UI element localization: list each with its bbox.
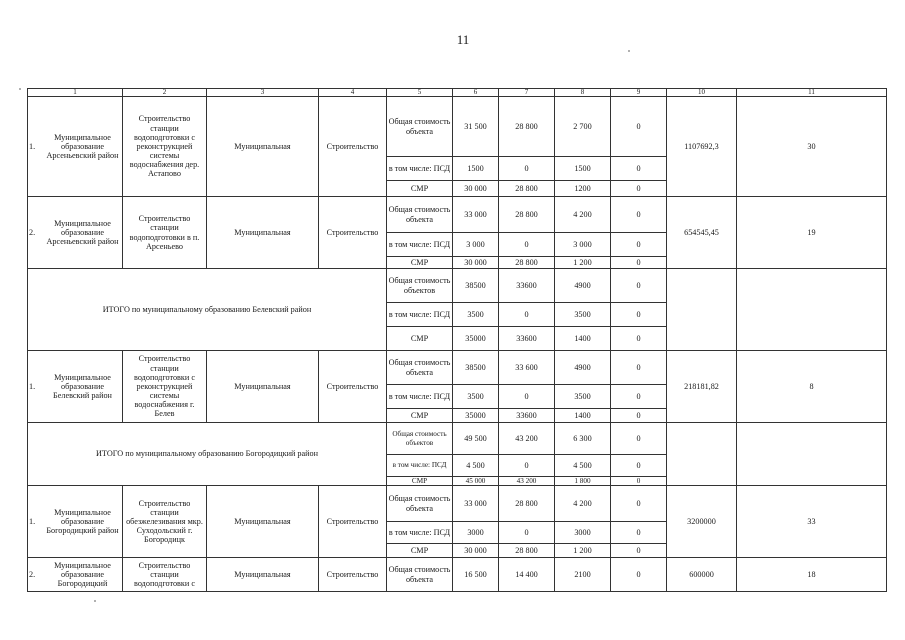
- row-label-total: Общая стоимость объекта: [387, 486, 453, 522]
- table-row: [28, 423, 887, 455]
- col-header-2: 2: [123, 89, 207, 97]
- psd-value: 1500: [555, 157, 611, 181]
- cost-value: 43 200: [499, 423, 555, 455]
- municipality-name: Муниципальное образование Арсеньевский район: [46, 218, 119, 247]
- col-header-1: 1: [28, 89, 123, 97]
- col11-empty: [737, 423, 887, 486]
- col-header-3: 3: [207, 89, 319, 97]
- psd-value: 3 000: [555, 233, 611, 257]
- object-name: Строительство станции водоподготовки в п. Арсеньево: [123, 197, 207, 269]
- smr-value: 0: [611, 477, 667, 486]
- smr-value: 0: [611, 181, 667, 197]
- cost-value: 33 600: [499, 351, 555, 385]
- row-label-psd: в том числе: ПСД: [387, 157, 453, 181]
- psd-value: 0: [499, 303, 555, 327]
- col10-value: 3200000: [667, 486, 737, 558]
- psd-value: 0: [611, 233, 667, 257]
- psd-value: 0: [611, 455, 667, 477]
- municipality-name: Муниципальное образование Богородицкий район: [46, 507, 119, 536]
- smr-value: 28 800: [499, 257, 555, 269]
- smr-value: 28 800: [499, 181, 555, 197]
- psd-value: 4 500: [453, 455, 499, 477]
- page-number: 11: [456, 32, 470, 47]
- work-type: Строительство: [319, 97, 387, 197]
- cost-value: 33600: [499, 269, 555, 303]
- psd-value: 0: [611, 522, 667, 544]
- cost-value: 28 800: [499, 486, 555, 522]
- psd-value: 1500: [453, 157, 499, 181]
- object-name: Строительство станции водоподготовки с: [123, 558, 207, 592]
- col10-value: 218181,82: [667, 351, 737, 423]
- row-label-total: Общая стоимость объекта: [387, 351, 453, 385]
- total-label: ИТОГО по муниципальному образованию Белевский район: [28, 269, 387, 351]
- col11-value: 18: [737, 558, 887, 592]
- cost-value: 2100: [555, 558, 611, 592]
- municipality-name: Муниципальное образование Белевский район: [53, 372, 112, 401]
- col-header-9: 9: [611, 89, 667, 97]
- total-label: ИТОГО по муниципальному образованию Богородицкий район: [28, 423, 387, 486]
- cost-value: 4 200: [555, 197, 611, 233]
- ownership: Муниципальная: [207, 97, 319, 197]
- table-row: [28, 97, 887, 157]
- row-number: 1.: [29, 516, 36, 526]
- cost-value: 0: [611, 269, 667, 303]
- cost-value: 0: [611, 97, 667, 157]
- smr-value: 1 200: [555, 257, 611, 269]
- cost-value: 0: [611, 486, 667, 522]
- col11-value: 30: [737, 97, 887, 197]
- municipality-name: Муниципальное образование Богородицкий: [54, 560, 111, 589]
- psd-value: 3500: [555, 303, 611, 327]
- table-row: [28, 269, 887, 303]
- cost-value: 0: [611, 351, 667, 385]
- ownership: Муниципальная: [207, 486, 319, 558]
- psd-value: 0: [499, 385, 555, 409]
- work-type: Строительство: [319, 197, 387, 269]
- col10-empty: [667, 269, 737, 351]
- ownership: Муниципальная: [207, 558, 319, 592]
- municipality-cell: [28, 486, 123, 558]
- table-row: [28, 558, 887, 592]
- row-label-smr: СМР: [387, 544, 453, 558]
- row-label-total: Общая стоимость объекта: [387, 197, 453, 233]
- psd-value: 0: [499, 522, 555, 544]
- budget-table: [27, 88, 887, 592]
- col-header-4: 4: [319, 89, 387, 97]
- scan-speck: [628, 50, 630, 52]
- table-row: [28, 351, 887, 385]
- row-label-smr: СМР: [387, 327, 453, 351]
- scan-speck: [19, 88, 21, 90]
- col-header-6: 6: [453, 89, 499, 97]
- row-label-psd: в том числе: ПСД: [387, 233, 453, 257]
- row-label-psd: в том числе: ПСД: [387, 522, 453, 544]
- col11-value: 19: [737, 197, 887, 269]
- cost-value: 33 000: [453, 197, 499, 233]
- work-type: Строительство: [319, 558, 387, 592]
- smr-value: 30 000: [453, 181, 499, 197]
- municipality-name: Муниципальное образование Арсеньевский район: [46, 132, 119, 161]
- ownership: Муниципальная: [207, 351, 319, 423]
- smr-value: 43 200: [499, 477, 555, 486]
- cost-value: 2 700: [555, 97, 611, 157]
- object-name: Строительство станции водоподготовки с реконструкцией системы водоснабжения г. Белев: [123, 351, 207, 423]
- psd-value: 0: [611, 303, 667, 327]
- municipality-cell: [28, 351, 123, 423]
- work-type: Строительство: [319, 486, 387, 558]
- col-header-10: 10: [667, 89, 737, 97]
- cost-value: 4900: [555, 351, 611, 385]
- column-number-header: [28, 89, 887, 97]
- cost-value: 38500: [453, 351, 499, 385]
- col-header-11: 11: [737, 89, 887, 97]
- row-label-total: Общая стоимость объекта: [387, 558, 453, 592]
- row-label-psd: в том числе: ПСД: [387, 455, 453, 477]
- smr-value: 0: [611, 257, 667, 269]
- cost-value: 28 800: [499, 197, 555, 233]
- smr-value: 28 800: [499, 544, 555, 558]
- table-row: [28, 197, 887, 233]
- smr-value: 35000: [453, 409, 499, 423]
- cost-value: 33 000: [453, 486, 499, 522]
- object-name: Строительство станции обезжелезивания мкр. Суходольский г. Богородицк: [123, 486, 207, 558]
- psd-value: 3000: [453, 522, 499, 544]
- psd-value: 3000: [555, 522, 611, 544]
- table-row: [28, 486, 887, 522]
- col11-value: 33: [737, 486, 887, 558]
- cost-value: 31 500: [453, 97, 499, 157]
- row-label-psd: в том числе: ПСД: [387, 303, 453, 327]
- psd-value: 0: [499, 455, 555, 477]
- object-name: Строительство станции водоподготовки с реконструкцией системы водоснабжения дер. Астапово: [123, 97, 207, 197]
- scan-speck: [94, 600, 96, 602]
- smr-value: 1400: [555, 327, 611, 351]
- psd-value: 3500: [453, 303, 499, 327]
- cost-value: 0: [611, 423, 667, 455]
- row-label-total: Общая стоимость объекта: [387, 97, 453, 157]
- col10-value: 654545,45: [667, 197, 737, 269]
- col10-value: 600000: [667, 558, 737, 592]
- psd-value: 0: [499, 233, 555, 257]
- cost-value: 16 500: [453, 558, 499, 592]
- smr-value: 33600: [499, 327, 555, 351]
- row-number: 1.: [29, 141, 36, 151]
- psd-value: 3 000: [453, 233, 499, 257]
- smr-value: 1 800: [555, 477, 611, 486]
- row-number: 2.: [29, 569, 36, 579]
- row-label-total: Общая стоимость объектов: [387, 269, 453, 303]
- smr-value: 0: [611, 409, 667, 423]
- cost-value: 0: [611, 558, 667, 592]
- psd-value: 3500: [555, 385, 611, 409]
- cost-value: 38500: [453, 269, 499, 303]
- work-type: Строительство: [319, 351, 387, 423]
- row-label-smr: СМР: [387, 409, 453, 423]
- cost-value: 14 400: [499, 558, 555, 592]
- smr-value: 30 000: [453, 544, 499, 558]
- smr-value: 35000: [453, 327, 499, 351]
- psd-value: 0: [611, 157, 667, 181]
- row-number: 2.: [29, 227, 36, 237]
- smr-value: 1200: [555, 181, 611, 197]
- municipality-cell: [28, 197, 123, 269]
- psd-value: 3500: [453, 385, 499, 409]
- col10-value: 1107692,3: [667, 97, 737, 197]
- smr-value: 33600: [499, 409, 555, 423]
- col-header-8: 8: [555, 89, 611, 97]
- row-label-smr: СМР: [387, 181, 453, 197]
- municipality-cell: [28, 558, 123, 592]
- cost-value: 6 300: [555, 423, 611, 455]
- psd-value: 0: [611, 385, 667, 409]
- row-label-total: Общая стоимость объектов: [387, 423, 453, 455]
- ownership: Муниципальная: [207, 197, 319, 269]
- smr-value: 1400: [555, 409, 611, 423]
- cost-value: 49 500: [453, 423, 499, 455]
- smr-value: 0: [611, 544, 667, 558]
- row-number: 1.: [29, 381, 36, 391]
- smr-value: 45 000: [453, 477, 499, 486]
- cost-value: 0: [611, 197, 667, 233]
- cost-value: 4900: [555, 269, 611, 303]
- smr-value: 0: [611, 327, 667, 351]
- cost-value: 4 200: [555, 486, 611, 522]
- municipality-cell: [28, 97, 123, 197]
- smr-value: 30 000: [453, 257, 499, 269]
- col11-value: 8: [737, 351, 887, 423]
- col11-empty: [737, 269, 887, 351]
- smr-value: 1 200: [555, 544, 611, 558]
- col10-empty: [667, 423, 737, 486]
- row-label-smr: СМР: [387, 477, 453, 486]
- psd-value: 4 500: [555, 455, 611, 477]
- row-label-psd: в том числе: ПСД: [387, 385, 453, 409]
- cost-value: 28 800: [499, 97, 555, 157]
- col-header-7: 7: [499, 89, 555, 97]
- col-header-5: 5: [387, 89, 453, 97]
- psd-value: 0: [499, 157, 555, 181]
- row-label-smr: СМР: [387, 257, 453, 269]
